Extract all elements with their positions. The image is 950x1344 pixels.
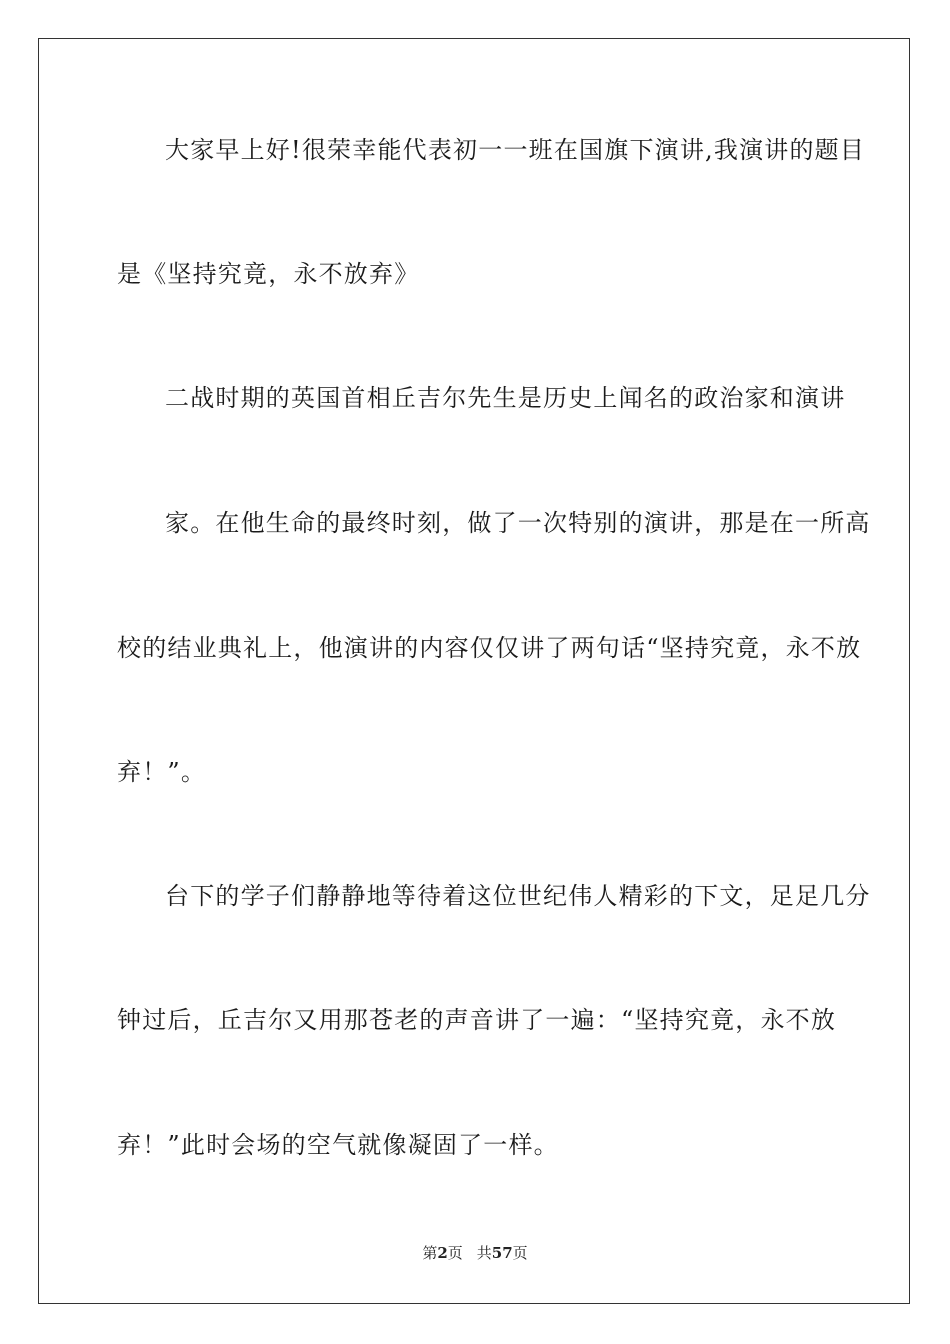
page-border [38, 38, 910, 1304]
page-number: 2 [437, 1244, 448, 1262]
page-footer [0, 1243, 950, 1263]
page-suffix: 页 [447, 1244, 463, 1262]
text-line-9: 弃！”此时会场的空气就像凝固了一样。 [117, 1131, 559, 1159]
text-line-8: 钟过后，丘吉尔又用那苍老的声音讲了一遍：“坚持究竟，永不放 [117, 1006, 837, 1034]
total-pages: 57 [491, 1244, 513, 1262]
text-line-1: 大家早上好!很荣幸能代表初一一班在国旗下演讲,我演讲的题目 [165, 136, 866, 164]
text-line-5: 校的结业典礼上，他演讲的内容仅仅讲了两句话“坚持究竟，永不放 [117, 634, 862, 662]
text-line-4: 家。在他生命的最终时刻，做了一次特别的演讲，那是在一所高 [165, 509, 871, 537]
text-line-6: 弃！”。 [117, 758, 207, 786]
page-prefix: 第 [422, 1244, 438, 1262]
total-prefix: 共 [476, 1244, 492, 1262]
text-line-3: 二战时期的英国首相丘吉尔先生是历史上闻名的政治家和演讲 [165, 384, 846, 412]
text-line-7: 台下的学子们静静地等待着这位世纪伟人精彩的下文，足足几分 [165, 882, 871, 910]
total-suffix: 页 [512, 1244, 528, 1262]
text-line-2: 是《坚持究竟，永不放弃》 [117, 260, 420, 288]
